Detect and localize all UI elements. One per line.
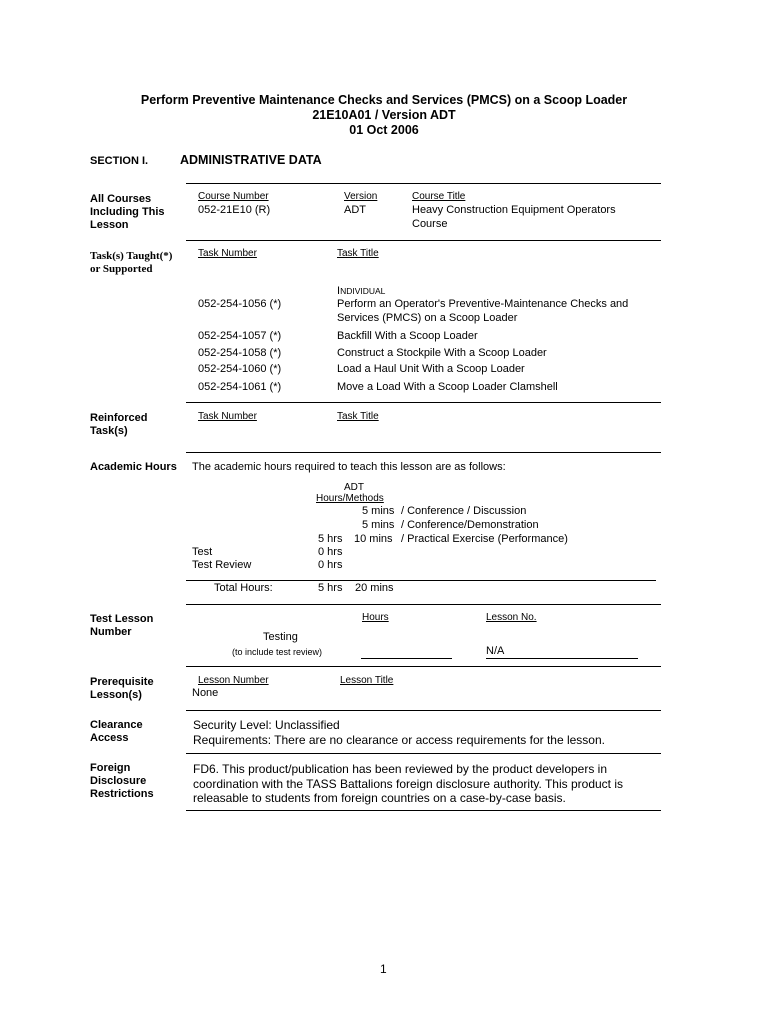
test-lesson-line: [486, 658, 638, 659]
total-hours-label: Total Hours:: [214, 582, 273, 594]
task-title: Backfill With a Scoop Loader: [337, 330, 478, 342]
academic-intro: The academic hours required to teach this lesson are as follows:: [192, 461, 506, 473]
hours-hrs: 0 hrs: [318, 546, 343, 558]
divider: [186, 604, 661, 605]
task-title: Move a Load With a Scoop Loader Clamshell: [337, 381, 558, 393]
clearance-label: Clearance Access: [90, 719, 143, 744]
reinforced-number-header: Task Number: [198, 411, 257, 422]
hours-row-name: Test Review: [192, 559, 252, 571]
task-number: 052-254-1057 (*): [198, 330, 282, 342]
hours-method: / Conference/Demonstration: [401, 519, 539, 531]
prereq-number-header: Lesson Number: [198, 675, 269, 686]
testing-label: Testing: [263, 631, 298, 643]
clearance-requirements: Requirements: There are no clearance or access requirements for the lesson.: [193, 733, 605, 747]
course-number: 052-21E10 (R): [198, 204, 271, 216]
test-lesson-no: N/A: [486, 645, 505, 657]
divider: [186, 183, 661, 184]
total-rule: [186, 580, 656, 581]
task-number: 052-254-1060 (*): [198, 363, 282, 375]
divider: [186, 666, 661, 667]
testing-note: (to include test review): [232, 647, 323, 657]
reinforced-label: Reinforced Task(s): [90, 412, 148, 437]
test-lesson-no-header: Lesson No.: [486, 612, 537, 623]
test-hours-line: [361, 658, 452, 659]
divider: [186, 402, 661, 403]
prereq-value: None: [192, 687, 219, 699]
section-title: ADMINISTRATIVE DATA: [180, 153, 322, 167]
hours-mins: 5 mins: [362, 519, 395, 531]
adt-header: ADT: [344, 482, 364, 493]
task-number: 052-254-1056 (*): [198, 298, 282, 310]
hours-mins: 5 mins: [362, 505, 395, 517]
divider: [186, 810, 661, 811]
task-title: Load a Haul Unit With a Scoop Loader: [337, 363, 525, 375]
hours-method: / Practical Exercise (Performance): [401, 533, 568, 545]
hours-methods-header: Hours/Methods: [316, 493, 384, 504]
tasks-label: Task(s) Taught(*) or Supported: [90, 250, 173, 275]
page-number: 1: [380, 962, 387, 976]
lesson-date: 01 Oct 2006: [349, 123, 419, 137]
courses-label: All Courses Including This Lesson: [90, 193, 165, 231]
test-hours-header: Hours: [362, 612, 389, 623]
divider: [186, 710, 661, 711]
section-label: SECTION I.: [90, 155, 149, 167]
foreign-disclosure-text: FD6. This product/publication has been reviewed by the product developers in coordination with the TASS Battalions foreign disclosure authority. This product is releasable to students from foreign countries on a case-by-case basis.: [193, 762, 624, 805]
hours-hrs: 5 hrs: [318, 533, 343, 545]
task-title: Construct a Stockpile With a Scoop Loader: [337, 347, 547, 359]
security-level: Security Level: Unclassified: [193, 718, 340, 732]
task-number: 052-254-1061 (*): [198, 381, 282, 393]
test-lesson-label: Test Lesson Number: [90, 613, 154, 638]
document-title: Perform Preventive Maintenance Checks and Services (PMCS) on a Scoop Loader: [140, 93, 628, 107]
divider: [186, 452, 661, 453]
course-number-header: Course Number: [198, 191, 269, 202]
course-title-header: Course Title: [412, 191, 466, 202]
reinforced-title-header: Task Title: [337, 411, 379, 422]
hours-mins: 10 mins: [354, 533, 393, 545]
prereq-label: Prerequisite Lesson(s): [90, 676, 154, 701]
divider: [186, 753, 661, 754]
total-mins: 20 mins: [355, 582, 394, 594]
task-title: Perform an Operator's Preventive-Maintenance Checks and Services (PMCS) on a Scoop Loader: [337, 298, 629, 324]
task-number-header: Task Number: [198, 248, 257, 259]
task-group-heading: INDIVIDUAL: [337, 285, 386, 297]
lesson-version: 21E10A01 / Version ADT: [312, 108, 456, 122]
course-version-header: Version: [344, 191, 378, 202]
task-number: 052-254-1058 (*): [198, 347, 282, 359]
academic-label: Academic Hours: [90, 461, 177, 473]
hours-method: / Conference / Discussion: [401, 505, 527, 517]
divider: [186, 240, 661, 241]
foreign-label: Foreign Disclosure Restrictions: [90, 762, 154, 800]
prereq-title-header: Lesson Title: [340, 675, 394, 686]
hours-hrs: 0 hrs: [318, 559, 343, 571]
hours-row-name: Test: [192, 546, 213, 558]
task-title-header: Task Title: [337, 248, 379, 259]
course-title: Heavy Construction Equipment Operators Course: [412, 204, 616, 230]
course-version: ADT: [344, 204, 366, 216]
total-hrs: 5 hrs: [318, 582, 343, 594]
